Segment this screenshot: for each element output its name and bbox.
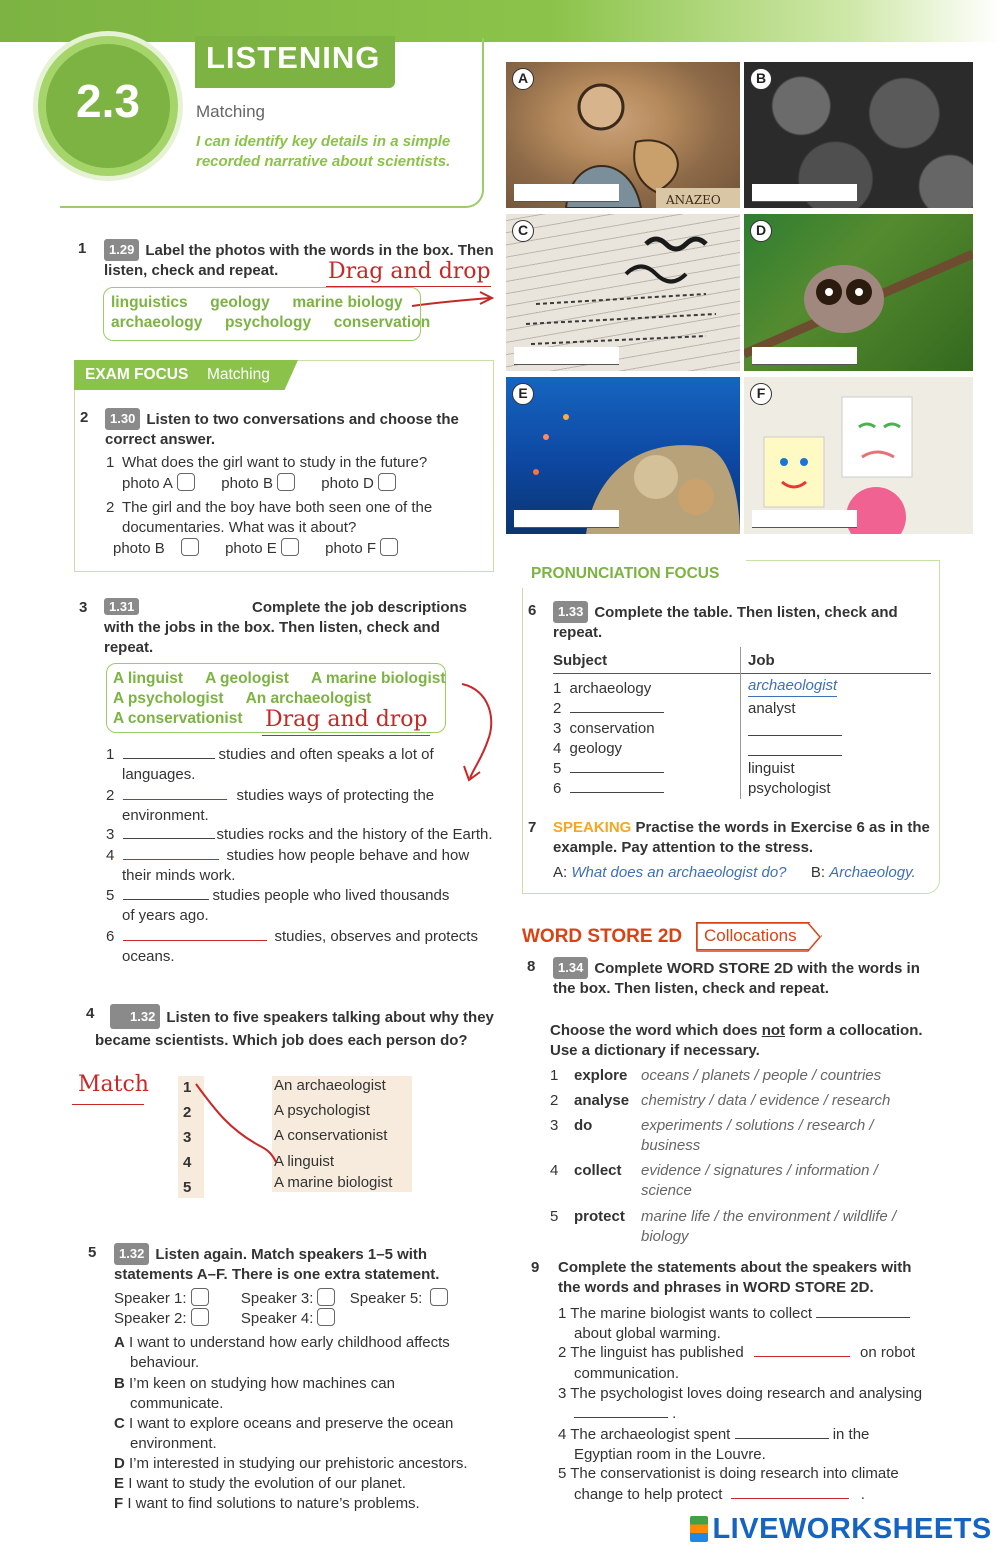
unit-number: 2.3 — [76, 75, 140, 127]
item-text: studies how people behave and how — [226, 847, 470, 864]
item-text: The linguist has published — [570, 1344, 744, 1361]
ex5-statement — [114, 1454, 468, 1474]
ex3-item-cont: environment. — [122, 807, 209, 824]
collocation-options[interactable]: chemistry / data / evidence / research — [641, 1092, 891, 1109]
ex5-statement — [114, 1374, 395, 1394]
collocation-verb: collect — [574, 1162, 622, 1179]
ex3-item — [106, 825, 500, 845]
ex9-item-cont: about global warming. — [574, 1325, 721, 1342]
option-label: photo A — [122, 475, 173, 492]
collocation-options[interactable]: experiments / solutions / research / — [641, 1117, 874, 1134]
ex5-statement-cont: environment. — [130, 1435, 217, 1452]
ex5-statement — [114, 1494, 420, 1514]
ex3-box-row-3 — [113, 710, 243, 728]
collocation-options[interactable]: evidence / signatures / information / — [641, 1162, 878, 1179]
ex5-instruction-text: Listen again. Match speakers 1–5 with statements A–F. There is one extra statement. — [114, 1246, 440, 1283]
option-label: photo B — [221, 475, 273, 492]
word-tile[interactable]: A conservationist — [113, 710, 243, 727]
ex9-item — [558, 1425, 958, 1445]
photo-c — [506, 214, 740, 371]
pronunciation-heading: PRONUNCIATION FOCUS — [531, 565, 720, 582]
photo-c-drop-target[interactable] — [514, 347, 619, 365]
statement-text: I want to explore oceans and preserve the ocean — [129, 1415, 454, 1432]
speaker-a-line: What does an archaeologist do? — [571, 864, 787, 881]
word-tile[interactable]: A geologist — [205, 670, 289, 687]
item-text: studies rocks and the history of the Earth. — [216, 826, 493, 843]
section-subtitle: Matching — [196, 102, 265, 121]
exam-focus-label-text: EXAM FOCUS — [85, 366, 189, 383]
ex3-item — [106, 786, 496, 806]
item-number: 1 — [550, 1067, 559, 1084]
item-text: on robot — [860, 1344, 916, 1361]
photo-letter: A — [512, 68, 534, 90]
word-tile[interactable]: marine biology — [292, 294, 403, 311]
collocation-item — [550, 1161, 558, 1181]
answer-box[interactable] — [191, 1308, 209, 1326]
answer-blank[interactable] — [748, 735, 842, 736]
collocation-options-cont[interactable]: biology — [641, 1228, 689, 1245]
ex4-match-note: Match — [78, 1072, 149, 1097]
audio-icon[interactable]: 1.29 — [104, 239, 139, 261]
ex3-item-cont: languages. — [122, 766, 196, 783]
statement-letter: F — [114, 1495, 124, 1512]
photo-a-drop-target[interactable] — [514, 184, 619, 202]
ex2-q1-options — [122, 473, 396, 494]
word-tile[interactable]: archaeology — [111, 314, 203, 331]
statement-text: I want to find solutions to nature’s problems. — [127, 1495, 420, 1512]
word-store-tag-text: Collocations — [704, 926, 797, 945]
collocation-options-cont[interactable]: science — [641, 1182, 692, 1199]
item-number: 3 — [106, 826, 115, 843]
table-header-subject: Subject — [553, 652, 608, 669]
answer-blank[interactable] — [735, 1425, 829, 1439]
statement-letter: A — [114, 1334, 125, 1351]
ex5-statement — [114, 1474, 406, 1494]
ex9-instruction: Complete the statements about the speakers with the words and phrases in WORD STORE 2D. — [558, 1259, 912, 1296]
audio-icon[interactable]: 1.30 — [105, 408, 140, 430]
ex9-number: 9 — [531, 1259, 540, 1276]
option-label: photo F — [325, 540, 376, 557]
match-job[interactable]: A conservationist — [274, 1127, 388, 1144]
audio-icon[interactable]: 1.32 — [110, 1004, 160, 1029]
photo-a — [506, 62, 740, 208]
collocation-item — [550, 1091, 558, 1111]
speaker-label: Speaker 2: — [114, 1310, 187, 1327]
answer-box[interactable] — [281, 538, 299, 556]
ex1-word-row-2 — [111, 314, 430, 332]
item-number: 4 — [558, 1426, 567, 1443]
collocation-options[interactable]: oceans / planets / people / countries — [641, 1067, 882, 1084]
answer-blank[interactable] — [816, 1304, 910, 1318]
collocation-options-cont[interactable]: business — [641, 1137, 701, 1154]
answer-blank[interactable] — [123, 786, 227, 800]
speaker-b-label: B: — [810, 864, 826, 881]
speaker-label: Speaker 1: — [114, 1290, 187, 1307]
row-number: 1 — [553, 680, 562, 697]
statement-letter: C — [114, 1415, 125, 1432]
collocation-item — [550, 1116, 558, 1136]
photo-d-drop-target[interactable] — [752, 347, 857, 365]
word-tile[interactable]: geology — [210, 294, 270, 311]
ex2-q2-number: 2 — [106, 499, 115, 516]
collocation-item — [550, 1207, 558, 1227]
ex7-instruction-text: Practise the words in Exercise 6 as in the example. Pay attention to the stress. — [553, 819, 930, 856]
item-text: The conservationist is doing research into climate — [570, 1465, 899, 1482]
audio-icon[interactable]: 1.32 — [114, 1243, 149, 1265]
item-number: 2 — [550, 1092, 559, 1109]
photo-b-drop-target[interactable] — [752, 184, 857, 202]
table-header-rule — [553, 673, 931, 674]
job-answer: archaeologist — [748, 676, 837, 697]
ex6-number: 6 — [528, 602, 537, 619]
statement-letter: E — [114, 1475, 125, 1492]
collocation-verb: do — [574, 1117, 593, 1134]
ex5-statement — [114, 1333, 450, 1353]
table-row — [553, 759, 664, 779]
job-word: psychologist — [748, 780, 831, 797]
item-number: 3 — [558, 1385, 567, 1402]
item-number: 1 — [106, 746, 115, 763]
ex1-number: 1 — [78, 240, 87, 257]
answer-blank[interactable] — [570, 759, 664, 773]
learning-objective: I can identify key details in a simple recorded narrative about scientists. — [196, 133, 451, 170]
ex2-instruction-text: Listen to two conversations and choose the correct answer. — [105, 411, 459, 448]
subject-word: conservation — [569, 720, 655, 737]
speaker-label: Speaker 3: — [240, 1290, 314, 1307]
match-job[interactable]: A linguist — [274, 1153, 335, 1170]
ex2-q2-options — [113, 538, 398, 559]
photo-e — [506, 377, 740, 534]
answer-blank[interactable] — [731, 1485, 849, 1499]
answer-box[interactable] — [177, 473, 195, 491]
subject-word: archaeology — [569, 680, 652, 697]
ex2-q1-number: 1 — [106, 454, 115, 471]
item-text: studies people who lived thousands — [212, 887, 450, 904]
ex3-instruction: Complete the job descriptions with the jobs in the box. Then listen, check and repeat. — [104, 599, 468, 656]
answer-blank[interactable] — [123, 846, 219, 860]
match-number[interactable]: 2 — [183, 1104, 192, 1121]
speaker-a-label: A: — [553, 864, 568, 881]
ex5-number: 5 — [88, 1244, 97, 1261]
option-label: photo D — [321, 475, 374, 492]
ex2-q1-text: What does the girl want to study in the future? — [122, 454, 428, 471]
ex3-box-row-2 — [113, 690, 371, 708]
answer-box[interactable] — [378, 473, 396, 491]
ex9-item-cont — [574, 1485, 865, 1505]
option-label: photo E — [225, 540, 277, 557]
ex8-instruction-text: Complete WORD STORE 2D with the words in the box. Then listen, check and repeat. — [553, 960, 920, 997]
answer-blank[interactable] — [123, 927, 267, 941]
statement-text: I want to study the evolution of our planet. — [128, 1475, 406, 1492]
word-tile[interactable]: psychology — [224, 314, 312, 331]
answer-blank[interactable] — [123, 745, 215, 759]
answer-blank[interactable] — [123, 825, 215, 839]
match-job[interactable]: A marine biologist — [274, 1174, 393, 1191]
choose-post: form a collocation. Use a dictionary if necessary. — [550, 1022, 923, 1059]
word-tile[interactable]: A marine biologist — [310, 670, 446, 687]
collocation-verb: analyse — [574, 1092, 630, 1109]
match-job[interactable]: A psychologist — [274, 1102, 370, 1119]
row-number: 6 — [553, 780, 562, 797]
answer-box[interactable] — [380, 538, 398, 556]
ex1-instruction-text: Label the photos with the words in the box. Then listen, check and repeat. — [104, 242, 494, 279]
choose-not: not — [761, 1022, 786, 1039]
item-number: 5 — [558, 1465, 567, 1482]
table-row — [553, 679, 651, 699]
ex4-instruction — [95, 1004, 515, 1052]
item-text: . — [860, 1486, 865, 1503]
ex5-instruction — [114, 1243, 474, 1285]
photo-letter: F — [750, 383, 772, 405]
statement-letter: D — [114, 1455, 125, 1472]
ex2-q2-text: The girl and the boy have both seen one of the documentaries. What was it about? — [122, 499, 433, 536]
ex9-item — [558, 1343, 958, 1363]
answer-blank[interactable] — [748, 755, 842, 756]
item-number: 6 — [106, 928, 115, 945]
word-store-title: WORD STORE 2D — [522, 926, 683, 947]
ex3-item-cont: of years ago. — [122, 907, 209, 924]
photo-b — [744, 62, 973, 208]
item-text: The psychologist loves doing research and analysing — [570, 1385, 923, 1402]
item-number: 5 — [550, 1208, 559, 1225]
ex9-item — [558, 1304, 958, 1324]
ex9-item-cont: Egyptian room in the Louvre. — [574, 1446, 766, 1463]
ex8-instruction — [553, 957, 938, 999]
table-row — [553, 719, 655, 739]
table-row — [553, 699, 664, 719]
answer-box[interactable] — [317, 1308, 335, 1326]
ex7-number: 7 — [528, 819, 537, 836]
ex9-item — [558, 1464, 958, 1484]
choose-pre: Choose the word which does — [550, 1022, 762, 1039]
table-header-job: Job — [748, 652, 775, 669]
row-number: 4 — [553, 740, 562, 757]
photo-f-drop-target[interactable] — [752, 510, 857, 528]
item-text: . — [672, 1405, 677, 1422]
statement-text: I want to understand how early childhood affects — [129, 1334, 450, 1351]
word-tile[interactable]: conservation — [333, 314, 431, 331]
answer-blank[interactable] — [570, 779, 664, 793]
ex9-item-cont: communication. — [574, 1365, 680, 1382]
item-text: The archaeologist spent — [570, 1426, 731, 1443]
collocation-verb: explore — [574, 1067, 628, 1084]
match-number[interactable]: 5 — [183, 1179, 192, 1196]
liveworksheets-logo — [690, 1513, 992, 1546]
item-text: studies and often speaks a lot of — [218, 746, 434, 763]
statement-text: I’m keen on studying how machines can — [129, 1375, 395, 1392]
item-number: 2 — [106, 787, 115, 804]
item-number: 4 — [550, 1162, 559, 1179]
ex3-note-underline — [262, 735, 430, 736]
ex3-item-cont: oceans. — [122, 948, 175, 965]
answer-box[interactable] — [317, 1288, 335, 1306]
ex1-word-row-1 — [111, 294, 403, 312]
speaker-label: Speaker 5: — [349, 1290, 423, 1307]
collocation-instruction — [550, 1021, 945, 1061]
ex2-instruction — [105, 408, 490, 450]
speaker-label: Speaker 4: — [240, 1310, 314, 1327]
speaker-b-line: Archaeology. — [829, 864, 916, 881]
photo-letter: C — [512, 220, 534, 242]
ex4-instruction-text: Listen to five speakers talking about why they became scientists. Which job does each person do? — [95, 1009, 494, 1049]
statement-text: I’m interested in studying our prehistoric ancestors. — [129, 1455, 468, 1472]
answer-box[interactable] — [181, 538, 199, 556]
photo-e-drop-target[interactable] — [514, 510, 619, 528]
answer-box[interactable] — [191, 1288, 209, 1306]
photo-letter: D — [750, 220, 772, 242]
ex4-number: 4 — [86, 1005, 95, 1022]
ex3-item — [106, 745, 496, 765]
ex5-speakers-row-2 — [114, 1308, 335, 1329]
collocation-item — [550, 1066, 558, 1086]
match-number[interactable]: 3 — [183, 1129, 192, 1146]
job-word: analyst — [748, 700, 796, 717]
photo-letter: B — [750, 68, 772, 90]
match-job[interactable]: An archaeologist — [274, 1077, 386, 1094]
table-row — [553, 779, 664, 799]
word-tile[interactable]: linguistics — [111, 294, 188, 311]
ex3-drag-note: Drag and drop — [265, 707, 428, 732]
answer-box[interactable] — [277, 473, 295, 491]
answer-box[interactable] — [430, 1288, 448, 1306]
answer-blank[interactable] — [570, 699, 664, 713]
ex7-instruction — [553, 818, 938, 858]
job-word: linguist — [748, 760, 795, 777]
ex3-number: 3 — [79, 599, 88, 616]
item-text: studies, observes and protects — [274, 928, 478, 945]
table-row — [553, 739, 622, 759]
ex4-note-underline — [72, 1104, 144, 1105]
audio-icon[interactable]: 1.31 — [104, 598, 139, 615]
subject-word: geology — [569, 740, 623, 757]
ex6-instruction — [553, 601, 933, 643]
item-number: 4 — [106, 847, 115, 864]
photo-d — [744, 214, 973, 371]
ex3-item — [106, 846, 496, 866]
exam-focus-topic: Matching — [206, 366, 270, 383]
ex9-item-cont — [574, 1404, 676, 1424]
item-number: 5 — [106, 887, 115, 904]
ex2-number: 2 — [80, 409, 89, 426]
match-number[interactable]: 4 — [183, 1154, 192, 1171]
ex3-item — [106, 927, 496, 947]
ex3-item-cont: their minds work. — [122, 867, 236, 884]
item-number: 3 — [550, 1117, 559, 1134]
top-band — [0, 0, 1000, 42]
photo-f — [744, 377, 973, 534]
row-number: 3 — [553, 720, 562, 737]
ex6-instruction-text: Complete the table. Then listen, check and repeat. — [553, 604, 898, 641]
answer-blank[interactable] — [574, 1404, 668, 1418]
item-text: studies ways of protecting the — [236, 787, 435, 804]
collocation-verb: protect — [574, 1208, 625, 1225]
item-text: change to help protect — [574, 1486, 723, 1503]
ex3-box-row-1 — [113, 670, 446, 688]
row-number: 5 — [553, 760, 562, 777]
answer-blank[interactable] — [754, 1343, 850, 1357]
speaking-label: SPEAKING — [553, 819, 632, 836]
item-text: in the — [832, 1426, 870, 1443]
logo-icon — [690, 1516, 708, 1542]
item-text: The marine biologist wants to collect — [570, 1305, 813, 1322]
ex5-statement-cont: behaviour. — [130, 1354, 200, 1371]
ex9-item — [558, 1384, 958, 1404]
item-number: 2 — [558, 1344, 567, 1361]
audio-icon[interactable]: 1.34 — [553, 957, 588, 979]
exam-focus-label — [85, 366, 270, 384]
ex3-item — [106, 886, 496, 906]
table-column-rule — [740, 647, 741, 799]
ex5-speakers-row-1 — [114, 1288, 448, 1309]
section-title: LISTENING — [206, 40, 381, 75]
word-tile[interactable]: A linguist — [113, 670, 184, 687]
answer-blank[interactable] — [123, 886, 209, 900]
match-line-icon — [190, 1080, 290, 1170]
ex8-number: 8 — [527, 958, 536, 975]
photo-letter: E — [512, 383, 534, 405]
ex1-drag-note: Drag and drop — [328, 259, 491, 284]
ex5-statement — [114, 1414, 453, 1434]
word-tile[interactable]: A psychologist — [113, 690, 224, 707]
item-number: 1 — [558, 1305, 567, 1322]
logo-text: LIVEWORKSHEETS — [712, 1513, 992, 1545]
ex3-curved-arrow-icon — [460, 680, 500, 790]
mosaic-inscription: ANAZEO — [666, 193, 721, 207]
audio-icon[interactable]: 1.33 — [553, 601, 588, 623]
word-tile[interactable]: An archaeologist — [245, 690, 372, 707]
match-number[interactable]: 1 — [183, 1079, 192, 1096]
statement-letter: B — [114, 1375, 125, 1392]
option-label: photo B — [113, 540, 165, 557]
row-number: 2 — [553, 700, 562, 717]
ex7-example — [553, 863, 916, 883]
collocation-options[interactable]: marine life / the environment / wildlife / — [641, 1208, 897, 1225]
ex5-statement-cont: communicate. — [130, 1395, 224, 1412]
